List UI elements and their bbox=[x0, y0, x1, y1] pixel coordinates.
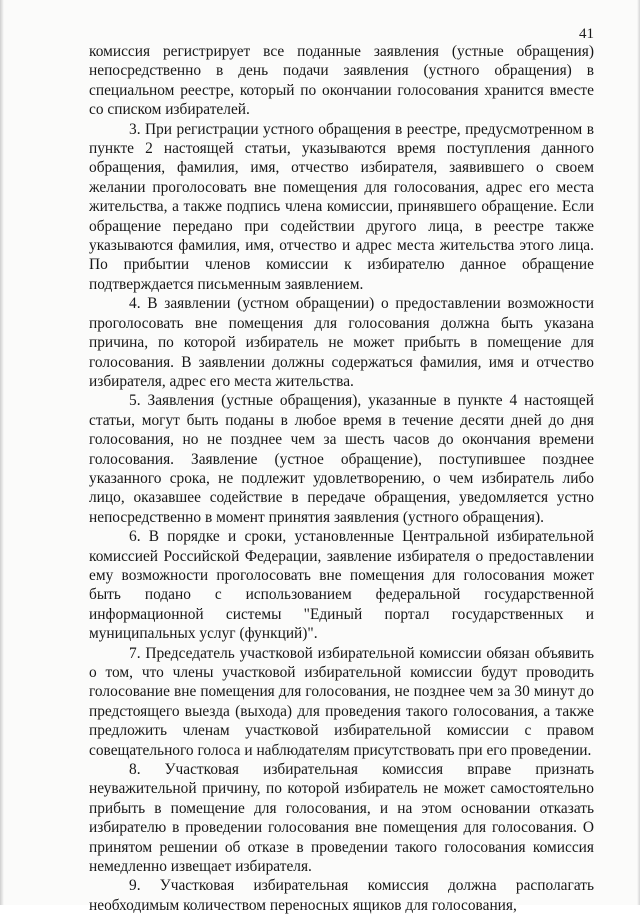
paragraph-continuation: комиссия регистрирует все поданные заявления (устные обращения) непосредственно в день подачи заявления (устного обращения) в специальном реестре, который по окончании голосования хранится вместе со списком избирателей. bbox=[89, 43, 594, 119]
scan-edge-left bbox=[0, 0, 4, 905]
paragraph-item-8: 8. Участковая избирательная комиссия вправе признать неуважительной причину, по которой избиратель не может самостоятельно прибыть в помещение для голосования, и на этом основании отказать избирателю в проведении голосования вне помещения для голосования. О принятом решении об отказе в проведении такого голосования комиссия немедленно извещает избирателя. bbox=[89, 761, 594, 876]
paragraph-item-4: 4. В заявлении (устном обращении) о предоставлении возможности проголосовать вне помещения для голосования должна быть указана причина, по которой избиратель не может прибыть в помещение для голосования. В заявлении должны содержаться фамилия, имя и отчество избирателя, адрес его места жительства. bbox=[89, 295, 594, 390]
paragraph-item-9: 9. Участковая избирательная комиссия должна располагать необходимым количеством переносных ящиков для голосования, bbox=[89, 877, 594, 914]
paragraph-item-3: 3. При регистрации устного обращения в реестре, предусмотренном в пункте 2 настоящей статьи, указываются время поступления данного обращения, фамилия, имя, отчество избирателя, заявившего о своем желании проголосовать вне помещения для голосования, адрес его места жительства, а также подпись члена комиссии, принявшего обращение. Если обращение передано при содействии другого лица, в реестре также указываются фамилия, имя, отчество и адрес места жительства этого лица. По прибытии членов комиссии к избирателю данное обращение подтверждается письменным заявлением. bbox=[89, 120, 594, 293]
page-number: 41 bbox=[579, 26, 594, 42]
document-body bbox=[89, 42, 594, 915]
paragraph-item-6: 6. В порядке и сроки, установленные Центральной избирательной комиссией Российской Федерации, заявление избирателя о предоставлении ему возможности проголосовать вне помещения для голосования может быть подано с использованием федеральной государственной информационной системы "Единый портал государственных и муниципальных услуг (функций)". bbox=[89, 528, 594, 643]
paragraph-item-5: 5. Заявления (устные обращения), указанные в пункте 4 настоящей статьи, могут быть поданы в любое время в течение десяти дней до дня голосования, но не позднее чем за шесть часов до окончания времени голосования. Заявление (устное обращение), поступившее позднее указанного срока, не подлежит удовлетворению, о чем избиратель либо лицо, оказавшее содействие в передаче обращения, уведомляется устно непосредственно в момент принятия заявления (устного обращения). bbox=[89, 392, 594, 526]
paragraph-item-7: 7. Председатель участковой избирательной комиссии обязан объявить о том, что члены участковой избирательной комиссии будут проводить голосование вне помещения для голосования, не позднее чем за 30 минут до предстоящего выезда (выхода) для проведения такого голосования, а также предложить членам участковой избирательной комиссии с правом совещательного голоса и наблюдателям присутствовать при его проведении. bbox=[89, 644, 594, 759]
